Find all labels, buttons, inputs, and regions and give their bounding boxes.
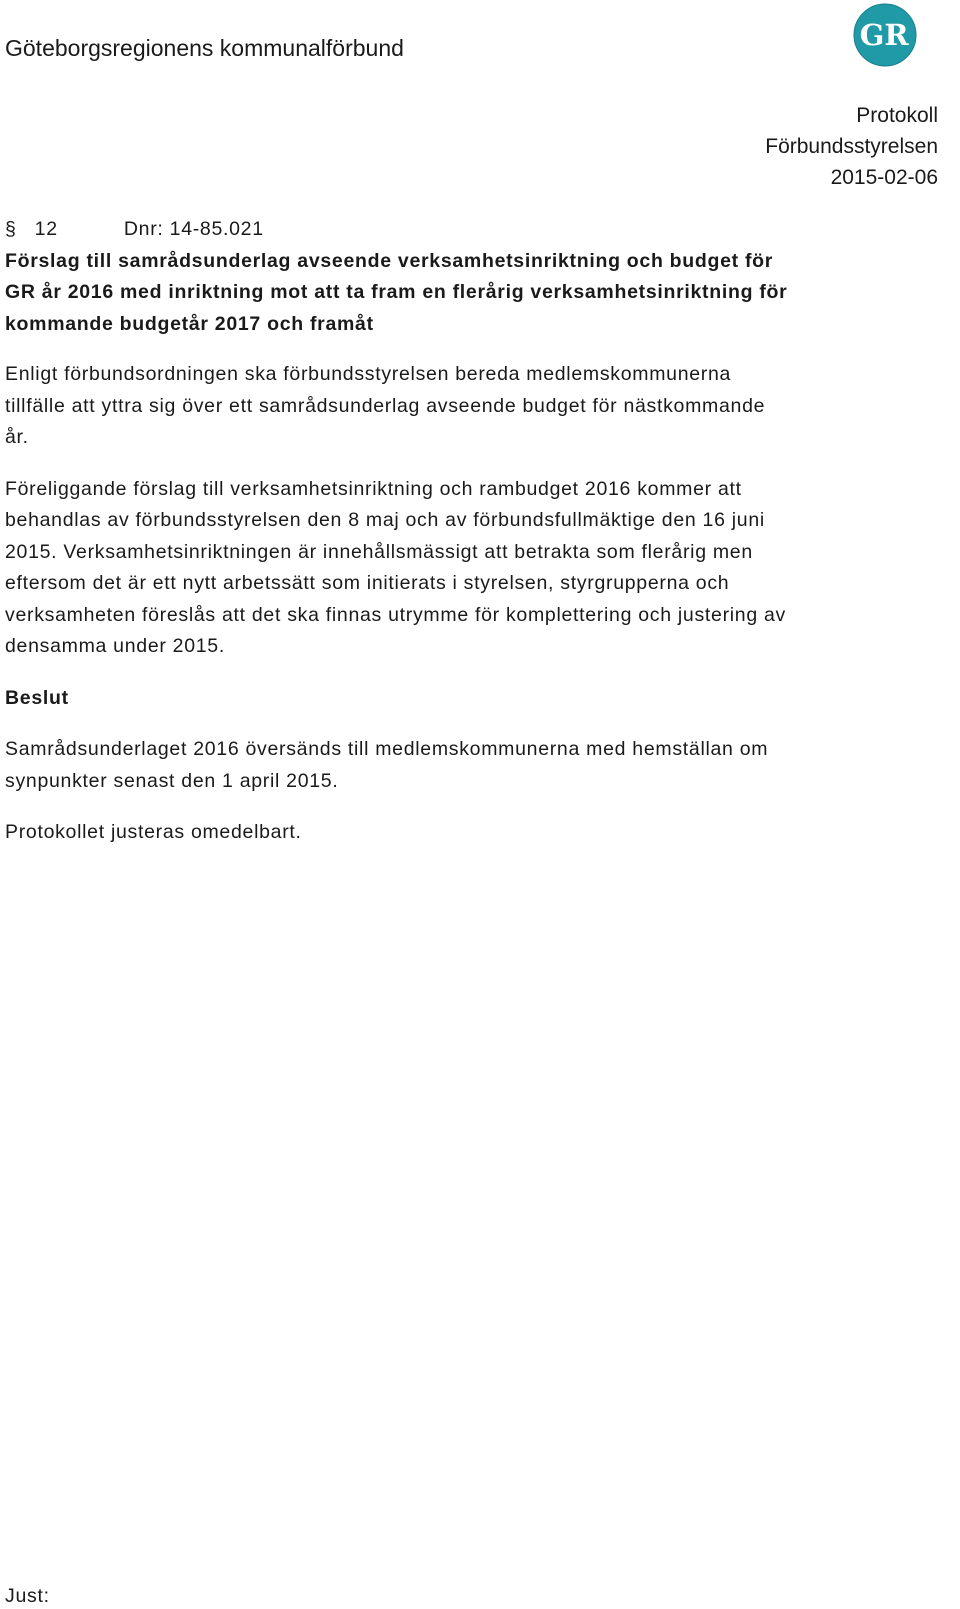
closing-statement: Protokollet justeras omedelbart. — [5, 821, 302, 843]
organization-name: Göteborgsregionens kommunalförbund — [5, 35, 404, 61]
adjuster-initials-label: Just: — [5, 1585, 50, 1607]
paragraph-intro: Enligt förbundsordningen ska förbundsstyrelsen bereda medlemskommunerna tillfälle att yttra sig över ett samrådsunderlag avseende budget för nästkommande år. — [5, 363, 766, 448]
section-symbol: § — [5, 218, 17, 240]
logo-text: GR — [859, 18, 909, 52]
document-type: Protokoll — [856, 104, 938, 127]
document-meta — [765, 100, 938, 193]
gr-logo — [853, 3, 917, 67]
decision-heading: Beslut — [5, 686, 69, 709]
section-number: 12 — [34, 218, 58, 240]
section-title: Förslag till samrådsunderlag avseende verksamhetsinriktning och budget för GR år 2016 med inriktning mot att ta fram en flerårig verksamhetsinriktning för kommande budgetår 2017 och framåt — [5, 249, 788, 335]
paragraph-proposal: Föreliggande förslag till verksamhetsinriktning och rambudget 2016 kommer att behandlas av förbundsstyrelsen den 8 maj och av förbundsfullmäktige den 16 juni 2015. Verksamhetsinriktningen är innehållsmässigt att betrakta som flerårig men eftersom det är ett nytt arbetssätt som initierats i styrelsen, styrgrupperna och verksamheten föreslås att det ska finnas utrymme för komplettering och justering av densamma under 2015. — [5, 477, 787, 657]
protocol-content — [5, 214, 795, 849]
diary-number: Dnr: 14-85.021 — [123, 218, 264, 240]
section-reference — [5, 214, 795, 246]
document-date: 2015-02-06 — [830, 166, 938, 189]
decision-text: Samrådsunderlaget 2016 översänds till medlemskommunerna med hemställan om synpunkter senast den 1 april 2015. — [5, 738, 769, 792]
board-name: Förbundsstyrelsen — [765, 135, 938, 158]
